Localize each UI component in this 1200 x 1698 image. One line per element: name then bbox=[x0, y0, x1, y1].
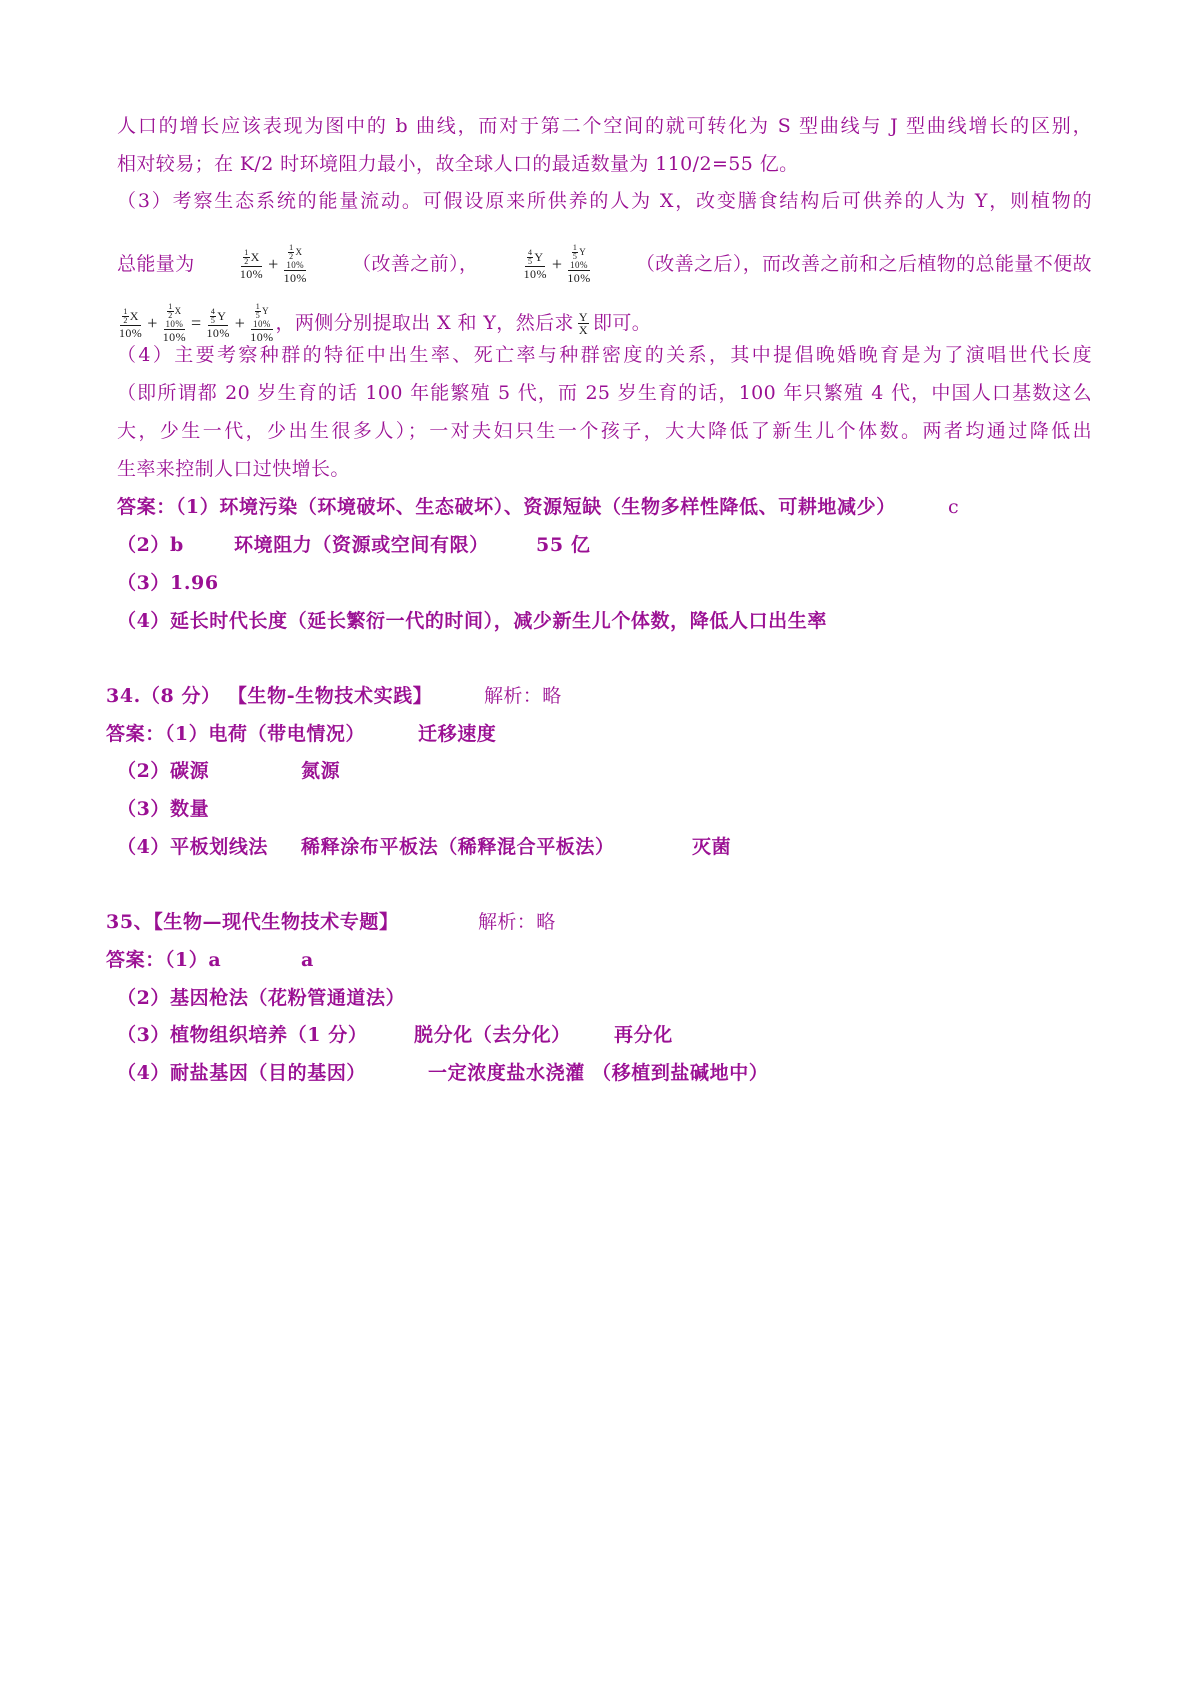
answer-line: （4）延长时代长度（延长繁衍一代的时间），减少新生儿个体数，降低人口出生率 bbox=[117, 610, 827, 632]
analysis-text: ，两侧分别提取出 X 和 Y，然后求 bbox=[275, 312, 574, 334]
analysis-line: （4）主要考察种群的特征中出生率、死亡率与种群密度的关系，其中提倡晚婚晚育是为了演唱世代长度 bbox=[117, 344, 1092, 366]
analysis-note: 解析：略 bbox=[484, 685, 562, 707]
question-heading: 35、【生物—现代生物技术专题】 bbox=[106, 911, 399, 933]
fraction: 1 2 X 10% bbox=[239, 247, 264, 281]
answer-line: （3）1.96 bbox=[117, 572, 219, 594]
analysis-note: 解析：略 bbox=[478, 911, 556, 933]
analysis-text: 总能量为 bbox=[117, 253, 195, 275]
analysis-line: 人口的增长应该表现为图中的 b 曲线，而对于第二个空间的就可转化为 S 型曲线与 J 型曲线增长的区别， bbox=[117, 115, 1092, 137]
ratio-fraction: Y X bbox=[578, 309, 588, 337]
equation: 1 2 X 10% + 1 2 X 10% 10% = 4 5 Y 10% + 1 5 Y 10% 10% bbox=[119, 302, 274, 344]
analysis-line: 相对较易；在 K/2 时环境阻力最小，故全球人口的最适数量为 110/2=55 亿。 bbox=[117, 153, 799, 175]
analysis-line: 生率来控制人口过快增长。 bbox=[117, 458, 350, 480]
analysis-line: （即所谓都 20 岁生育的话 100 年能繁殖 5 代，而 25 岁生育的话，100 年只繁殖 4 代，中国人口基数这么 bbox=[117, 382, 1092, 404]
answer-value: 迁移速度 bbox=[418, 723, 497, 745]
answer-value: 灭菌 bbox=[692, 836, 732, 858]
answer-line: 环境阻力（资源或空间有限） bbox=[234, 534, 489, 556]
equation-line bbox=[117, 303, 651, 343]
answer-line: （4）平板划线法 bbox=[117, 836, 269, 858]
analysis-text: （改善之后），而改善之前和之后植物的总能量不便故 bbox=[635, 253, 1092, 275]
analysis-line: 大，少生一代，少出生很多人）；一对夫妇只生一个孩子，大大降低了新生儿个体数。两者均通过降低出 bbox=[117, 420, 1092, 442]
fraction: 1 5 Y 10% 10% bbox=[567, 243, 591, 285]
answer-value: 氮源 bbox=[301, 760, 341, 782]
answer-value: 稀释涂布平板法（稀释混合平板法） bbox=[301, 836, 615, 858]
analysis-text: （改善之前）， bbox=[352, 253, 479, 275]
answer-line: 答案：（1）a bbox=[106, 949, 222, 971]
analysis-text: 即可。 bbox=[592, 312, 652, 334]
fraction: 4 5 Y 10% bbox=[523, 247, 547, 281]
energy-formula-line bbox=[117, 244, 1092, 284]
answer-value: a bbox=[301, 949, 314, 971]
answer-line: （3）数量 bbox=[117, 798, 210, 820]
answer-line: （2）b bbox=[117, 534, 184, 556]
answer-value: 脱分化（去分化） bbox=[414, 1024, 571, 1046]
formula-before: 1 2 X 10% + 1 2 X 10% 10% bbox=[239, 243, 307, 285]
answer-line: （3）植物组织培养（1 分） bbox=[117, 1024, 368, 1046]
answer-line: 答案：（1）电荷（带电情况） bbox=[106, 723, 366, 745]
formula-after: 4 5 Y 10% + 1 5 Y 10% 10% bbox=[523, 243, 591, 285]
answer-line: （4）耐盐基因（目的基因） bbox=[117, 1062, 367, 1084]
answer-line: （2）碳源 bbox=[117, 760, 210, 782]
question-heading: 34.（8 分） 【生物-生物技术实践】 bbox=[106, 685, 433, 707]
answer-value: 再分化 bbox=[614, 1024, 673, 1046]
answer-label: 答案： bbox=[117, 496, 176, 518]
answer-value: 一定浓度盐水浇灌 （移植到盐碱地中） bbox=[428, 1062, 769, 1084]
answer-line: 答案：（1）环境污染（环境破坏、生态破坏）、资源短缺（生物多样性降低、可耕地减少） bbox=[117, 496, 896, 518]
answer-label: 答案： bbox=[106, 723, 165, 745]
answer-line: （2）基因枪法（花粉管通道法） bbox=[117, 987, 406, 1009]
fraction: 1 2 X 10% 10% bbox=[283, 243, 307, 285]
analysis-line: （3）考察生态系统的能量流动。可假设原来所供养的人为 X，改变膳食结构后可供养的人为 Y，则植物的 bbox=[117, 190, 1092, 212]
answer-value: c bbox=[948, 496, 960, 518]
answer-label: 答案： bbox=[106, 949, 165, 971]
answer-line: 55 亿 bbox=[536, 534, 591, 556]
